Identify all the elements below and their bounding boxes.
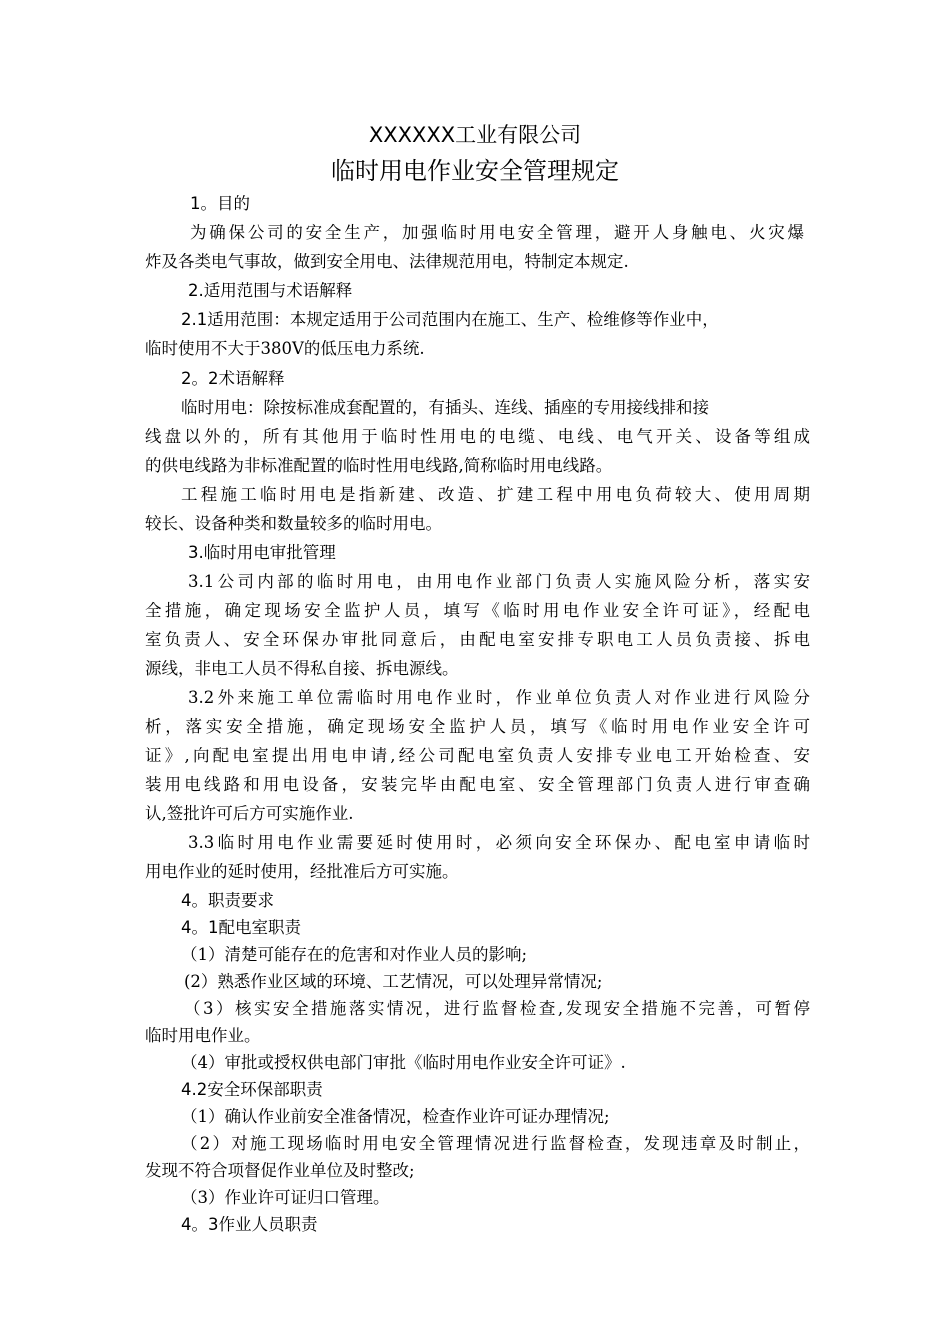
section-heading: 2。2术语解释 <box>181 369 285 388</box>
paragraph-line: 较长、设备种类和数量较多的临时用电。 <box>145 514 442 533</box>
subsection-heading: 4。3作业人员职责 <box>181 1215 318 1234</box>
list-item: （2）对施工现场临时用电安全管理情况进行监督检查，发现违章及时制止， <box>181 1134 810 1153</box>
paragraph-line: 全措施，确定现场安全监护人员，填写《临时用电作业安全许可证》，经配电 <box>145 601 810 620</box>
paragraph-line: 发现不符合项督促作业单位及时整改; <box>145 1161 415 1180</box>
paragraph-line: 装用电线路和用电设备，安装完毕由配电室、安全管理部门负责人进行审查确 <box>145 775 810 794</box>
paragraph-line: 炸及各类电气事故，做到安全用电、法律规范用电，特制定本规定. <box>145 252 629 271</box>
subsection-heading: 4.2安全环保部职责 <box>181 1080 323 1099</box>
paragraph-line: 3.2外来施工单位需临时用电作业时，作业单位负责人对作业进行风险分 <box>188 688 810 707</box>
paragraph-line: 3.1公司内部的临时用电，由用电作业部门负责人实施风险分析，落实安 <box>188 572 810 591</box>
term-label: 2.1适用范围： <box>181 310 290 329</box>
paragraph-line: 临时用电作业。 <box>145 1026 261 1045</box>
paragraph-line: 临时使用不大于380V的低压电力系统. <box>145 339 425 358</box>
paragraph-line: 工程施工临时用电是指新建、改造、扩建工程中用电负荷较大、使用周期 <box>181 485 810 504</box>
list-item: （3）作业许可证归口管理。 <box>181 1188 390 1207</box>
list-item: （4）审批或授权供电部门审批《临时用电作业安全许可证》. <box>181 1053 626 1072</box>
section-heading: 2.适用范围与术语解释 <box>188 281 353 300</box>
paragraph-line: 析，落实安全措施，确定现场安全监护人员，填写《临时用电作业安全许可 <box>145 717 810 736</box>
list-item: (2）熟悉作业区域的环境、工艺情况，可以处理异常情况; <box>184 972 603 991</box>
paragraph-line: 临时用电：除按标准成套配置的，有插头、连线、插座的专用接线排和接 <box>181 398 709 417</box>
paragraph-line: 源线，非电工人员不得私自接、拆电源线。 <box>145 659 459 678</box>
paragraph-line: 3.3临时用电作业需要延时使用时，必须向安全环保办、配电室申请临时 <box>188 833 810 852</box>
section-heading: 1。目的 <box>190 194 250 213</box>
list-item: （3）核实安全措施落实情况，进行监督检查,发现安全措施不完善，可暂停 <box>184 999 810 1018</box>
paragraph-line: 2.1适用范围：本规定适用于公司范围内在施工、生产、检维修等作业中， <box>181 310 719 329</box>
list-item: （1）确认作业前安全准备情况，检查作业许可证办理情况; <box>181 1107 610 1126</box>
company-name: XXXXXX工业有限公司 <box>368 123 582 147</box>
paragraph-line: 的供电线路为非标准配置的临时性用电线路,简称临时用电线路。 <box>145 456 613 475</box>
paragraph-line: 认,签批许可后方可实施作业. <box>145 804 354 823</box>
paragraph-line: 用电作业的延时使用，经批准后方可实施。 <box>145 862 459 881</box>
paragraph-line: 证》,向配电室提出用电申请,经公司配电室负责人安排专业电工开始检查、安 <box>145 746 810 765</box>
section-heading: 3.临时用电审批管理 <box>188 543 336 562</box>
paragraph-line: 线盘以外的，所有其他用于临时性用电的电缆、电线、电气开关、设备等组成 <box>145 427 810 446</box>
section-heading: 4。职责要求 <box>181 891 274 910</box>
subsection-heading: 4。1配电室职责 <box>181 918 301 937</box>
list-item: （1）清楚可能存在的危害和对作业人员的影响; <box>181 945 528 964</box>
term-label: 临时用电： <box>181 398 264 417</box>
paragraph-line: 为确保公司的安全生产，加强临时用电安全管理，避开人身触电、火灾爆 <box>190 223 804 242</box>
document-title: 临时用电作业安全管理规定 <box>331 157 619 185</box>
paragraph-line: 室负责人、安全环保办审批同意后，由配电室安排专职电工人员负责接、拆电 <box>145 630 810 649</box>
